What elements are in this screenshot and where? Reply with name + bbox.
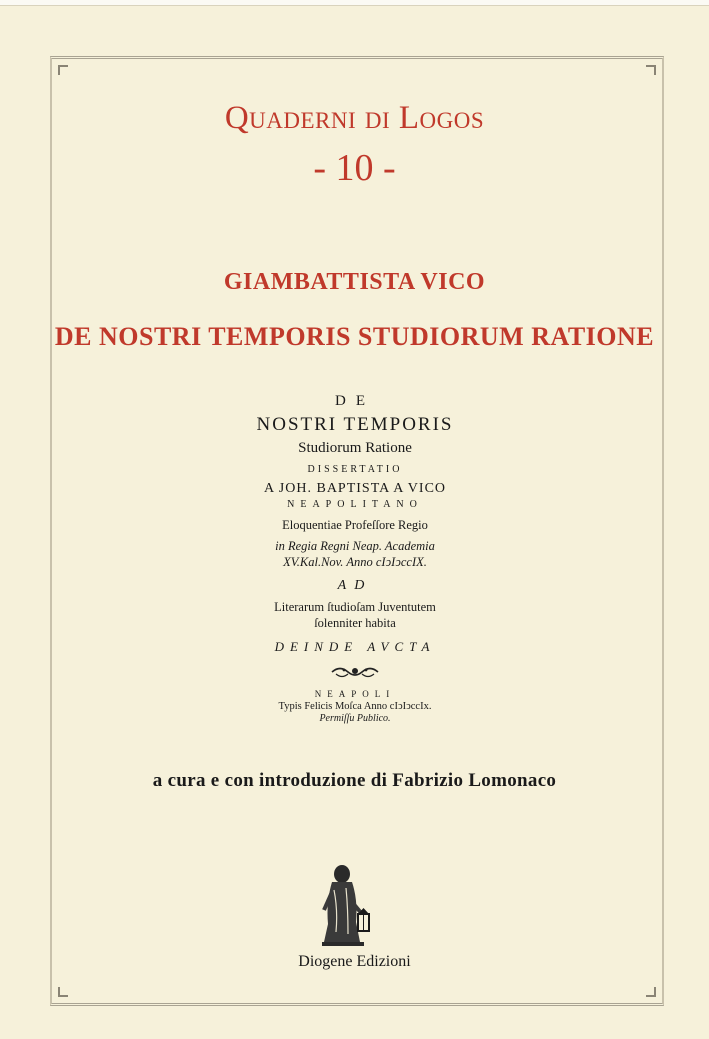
diogenes-lantern-icon bbox=[318, 862, 374, 948]
corner-mark bbox=[58, 65, 68, 75]
book-author: GIAMBATTISTA VICO bbox=[223, 269, 486, 295]
frontispiece-dissertatio: DISSERTATIO bbox=[307, 464, 403, 476]
corner-mark bbox=[646, 65, 656, 75]
corner-mark bbox=[58, 987, 68, 997]
frontispiece-deinde: DEINDE AVCTA bbox=[274, 639, 436, 655]
series-number: - 10 - bbox=[313, 147, 396, 189]
curator-line: a cura e con introduzione di Fabrizio Lomonaco bbox=[152, 770, 557, 791]
frontispiece-permissu: Permiſſu Publico. bbox=[319, 713, 391, 724]
frontispiece-ad: AD bbox=[337, 577, 373, 593]
frontispiece-nostri: NOSTRI TEMPORIS bbox=[256, 413, 454, 435]
frontispiece-neapoli: NEAPOLI bbox=[314, 688, 396, 699]
page-top-edge bbox=[0, 0, 709, 6]
frontispiece-studiorum: Studiorum Ratione bbox=[298, 439, 412, 456]
frontispiece bbox=[220, 392, 490, 726]
frontispiece-solenniter: ſolenniter habita bbox=[314, 615, 396, 630]
publisher-name: Diogene Edizioni bbox=[298, 953, 411, 970]
frontispiece-de: DE bbox=[335, 393, 375, 409]
book-title: DE NOSTRI TEMPORIS STUDIORUM RATIONE bbox=[54, 322, 655, 351]
frontispiece-eloquentiae: Eloquentiae Profeſſore Regio bbox=[282, 517, 428, 532]
series-title: Quaderni di Logos bbox=[224, 100, 485, 136]
frontispiece-neapolitano: NEAPOLITANO bbox=[287, 499, 423, 511]
frontispiece-author: A JOH. BAPTISTA A VICO bbox=[263, 480, 447, 496]
corner-mark bbox=[646, 987, 656, 997]
frontispiece-regia: in Regia Regni Neap. Academia bbox=[275, 539, 435, 554]
frontispiece-literarum: Literarum ſtudioſam Juventutem bbox=[274, 600, 436, 615]
frontispiece-typis: Typis Felicis Moſca Anno cIↄIↄccIx. bbox=[278, 700, 432, 712]
ornament-icon bbox=[330, 664, 380, 680]
frontispiece-date: XV.Kal.Nov. Anno cIↄIↄccIX. bbox=[283, 555, 427, 569]
